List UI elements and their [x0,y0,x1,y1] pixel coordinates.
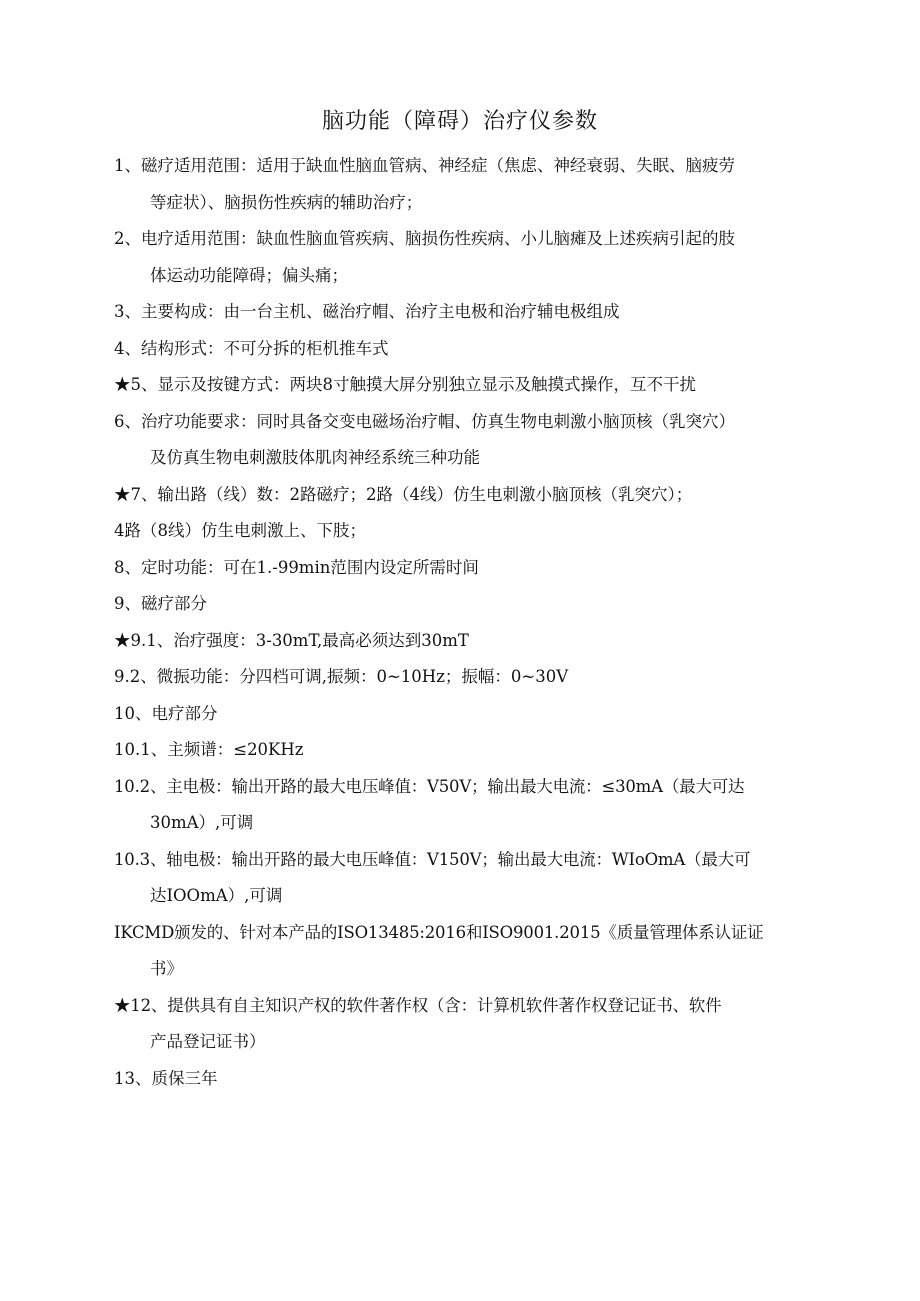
param-text-continued: 产品登记证书） [150,1032,266,1051]
param-item-1 [114,148,814,221]
param-text: 10.1、主频谱：≤20KHz [114,740,304,759]
param-text: 4、结构形式：不可分拆的柜机推车式 [114,338,389,358]
param-text-continued: 等症状）、脑损伤性疾病的辅助治疗； [150,192,423,212]
param-item-6 [114,404,814,477]
param-text-continued: 及仿真生物电刺激肢体肌肉神经系统三种功能 [150,448,480,467]
param-text: 3、主要构成：由一台主机、磁治疗帽、治疗主电极和治疗辅电极组成 [114,302,620,321]
param-item-8 [114,550,814,587]
param-text-continued: 达IOOmA）,可调 [150,886,283,905]
param-text: 2、电疗适用范围：缺血性脑血管疾病、脑损伤性疾病、小儿脑瘫及上述疾病引起的肢 [114,229,735,248]
param-item-9-2 [114,659,814,696]
param-item-9 [114,586,814,623]
param-item-7 [114,477,814,514]
param-item-9-1 [114,623,814,660]
param-text-continued: 体运动功能障碍；偏头痛； [150,265,348,285]
param-text: 1、磁疗适用范围：适用于缺血性脑血管病、神经症（焦虑、神经衰弱、失眠、脑疲劳 [114,156,735,175]
document-body [114,148,814,1097]
param-item-13 [114,1061,814,1098]
param-item-12 [114,988,814,1061]
param-text: ★9.1、治疗强度：3-30mT,最高必须达到30mT [114,630,469,650]
param-text: ★7、输出路（线）数：2路磁疗；2路（4线）仿生电刺激小脑顶核（乳突穴）； [114,484,693,504]
param-text: ★5、显示及按键方式：两块8寸触摸大屏分别独立显示及触摸式操作，互不干扰 [114,375,696,394]
param-item-10-3 [114,842,814,915]
param-item-10-1 [114,732,814,769]
param-item-2 [114,221,814,294]
param-text: 9.2、微振功能：分四档可调,振频：0~10Hz；振幅：0~30V [114,667,569,686]
param-item-10 [114,696,814,733]
param-text: IKCMD颁发的、针对本产品的ISO13485:2016和ISO9001.2015《质量管理体系认证证 [114,922,764,942]
param-text: 4路（8线）仿生电刺激上、下肢； [114,521,366,540]
param-item-7-continued [114,513,814,550]
param-text: 10.2、主电极：输出开路的最大电压峰值：V50V；输出最大电流：≤30mA（最大可达 [114,776,745,796]
param-text-continued: 书》 [150,959,183,978]
param-text: 13、质保三年 [114,1068,218,1088]
param-text: 6、治疗功能要求：同时具备交变电磁场治疗帽、仿真生物电刺激小脑顶核（乳突穴） [114,411,735,431]
param-text: 10、电疗部分 [114,703,218,723]
param-text: 9、磁疗部分 [114,594,207,613]
param-item-10-2 [114,769,814,842]
param-text: 10.3、轴电极：输出开路的最大电压峰值：V150V；输出最大电流：WIoOmA（最大可 [114,849,751,869]
document-title: 脑功能（障碍）治疗仪参数 [321,109,598,134]
param-item-5 [114,367,814,404]
param-item-3 [114,294,814,331]
param-text-continued: 30mA）,可调 [150,813,254,832]
param-text: 8、定时功能：可在1.-99min范围内设定所需时间 [114,557,479,577]
param-item-11 [114,915,814,988]
param-text: ★12、提供具有自主知识产权的软件著作权（含：计算机软件著作权登记证书、软件 [114,995,722,1015]
param-item-4 [114,331,814,368]
